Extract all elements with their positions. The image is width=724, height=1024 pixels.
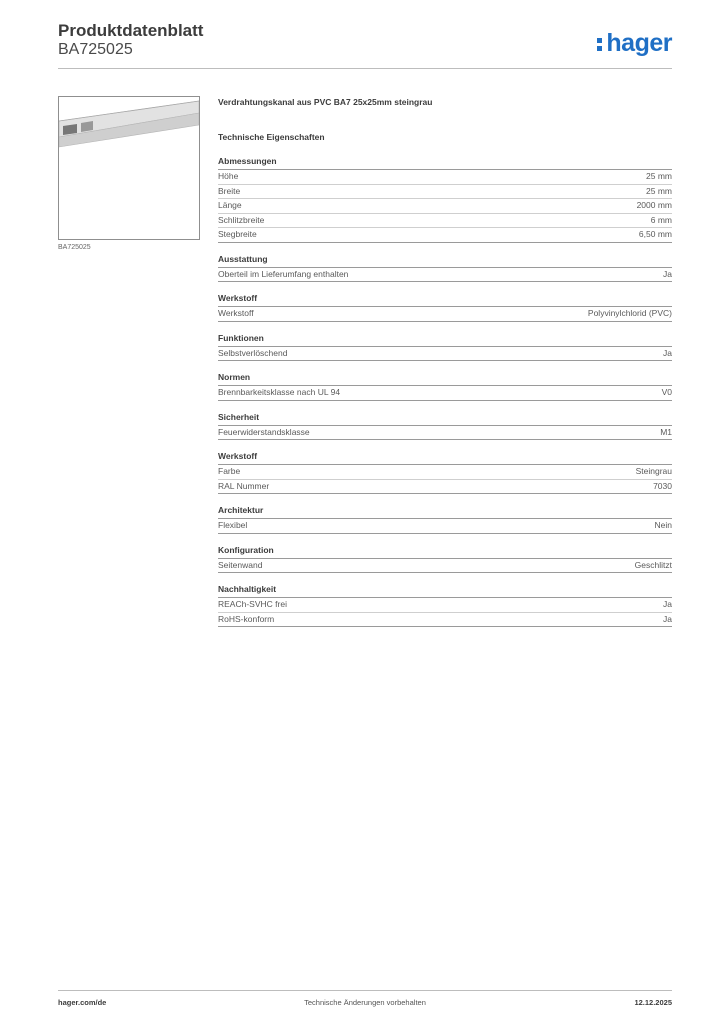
property-value: Geschlitzt: [634, 559, 672, 570]
property-value: Steingrau: [635, 466, 672, 476]
property-label: Brennbarkeitsklasse nach UL 94: [218, 387, 341, 397]
property-row: [218, 559, 672, 574]
footer-divider: [58, 990, 672, 991]
property-label: Selbstverlöschend: [218, 347, 288, 358]
logo-dots-icon: [597, 35, 603, 53]
group-title: Ausstattung: [218, 253, 672, 268]
group-title: Sicherheit: [218, 411, 672, 426]
property-groups: [218, 155, 672, 627]
property-group: [218, 504, 672, 534]
property-row: [218, 613, 672, 628]
property-row: [218, 426, 672, 441]
group-title: Funktionen: [218, 332, 672, 347]
property-group: [218, 292, 672, 322]
property-value: 2000 mm: [636, 200, 672, 210]
product-name: Verdrahtungskanal aus PVC BA7 25x25mm steingrau: [218, 97, 433, 107]
hager-logo: [597, 30, 672, 56]
property-label: RAL Nummer: [218, 480, 270, 491]
product-code: BA725025: [58, 41, 133, 58]
property-row: [218, 465, 672, 480]
group-title: Nachhaltigkeit: [218, 583, 672, 598]
property-label: Breite: [218, 185, 241, 196]
property-label: Flexibel: [218, 520, 248, 530]
property-group: [218, 253, 672, 283]
property-value: 25 mm: [646, 185, 672, 196]
section-heading: Technische Eigenschaften: [218, 132, 325, 142]
group-title: Normen: [218, 371, 672, 386]
property-label: Farbe: [218, 466, 241, 476]
property-label: REACh-SVHC frei: [218, 599, 287, 609]
page-header: [58, 20, 672, 68]
property-value: 25 mm: [646, 171, 672, 181]
property-row: [218, 307, 672, 322]
property-value: V0: [661, 387, 672, 397]
page-footer: [58, 998, 672, 1010]
footer-notice: Technische Änderungen vorbehalten: [304, 998, 426, 1007]
property-value: Nein: [654, 520, 672, 530]
property-value: M1: [660, 426, 672, 437]
group-title: Architektur: [218, 504, 672, 519]
property-row: [218, 185, 672, 200]
property-value: 7030: [653, 480, 672, 491]
group-title: Abmessungen: [218, 155, 672, 170]
property-value: Ja: [663, 268, 672, 279]
property-group: [218, 544, 672, 574]
group-title: Werkstoff: [218, 292, 672, 307]
group-title: Werkstoff: [218, 450, 672, 465]
property-row: [218, 519, 672, 534]
property-label: Oberteil im Lieferumfang enthalten: [218, 268, 349, 279]
product-image: [58, 96, 200, 240]
property-row: [218, 386, 672, 401]
group-title: Konfiguration: [218, 544, 672, 559]
property-row: [218, 228, 672, 243]
property-value: Ja: [663, 613, 672, 624]
property-row: [218, 598, 672, 613]
document-title: Produktdatenblatt: [58, 21, 204, 40]
property-label: Höhe: [218, 171, 239, 181]
property-group: [218, 450, 672, 494]
property-label: Schlitzbreite: [218, 214, 265, 225]
property-group: [218, 155, 672, 243]
property-label: Feuerwiderstandsklasse: [218, 426, 310, 437]
logo-text: hager: [606, 29, 672, 57]
property-label: Werkstoff: [218, 308, 254, 318]
property-value: Ja: [663, 347, 672, 358]
property-row: [218, 268, 672, 283]
property-label: Seitenwand: [218, 559, 263, 570]
property-value: Polyvinylchlorid (PVC): [587, 308, 672, 318]
property-row: [218, 214, 672, 229]
header-divider: [58, 68, 672, 69]
property-label: RoHS-konform: [218, 613, 275, 624]
cable-duct-illustration: [59, 97, 199, 239]
property-row: [218, 199, 672, 214]
property-row: [218, 480, 672, 495]
property-group: [218, 332, 672, 362]
property-value: 6 mm: [650, 214, 672, 225]
property-value: Ja: [663, 599, 672, 609]
property-row: [218, 347, 672, 362]
footer-date: 12.12.2025: [634, 998, 672, 1007]
property-label: Stegbreite: [218, 229, 257, 239]
property-label: Länge: [218, 200, 242, 210]
property-row: [218, 170, 672, 185]
product-details: [218, 96, 672, 637]
footer-website: hager.com/de: [58, 998, 107, 1007]
property-group: [218, 371, 672, 401]
property-group: [218, 583, 672, 627]
property-value: 6,50 mm: [638, 229, 672, 239]
property-group: [218, 411, 672, 441]
image-caption: BA725025: [58, 244, 91, 251]
